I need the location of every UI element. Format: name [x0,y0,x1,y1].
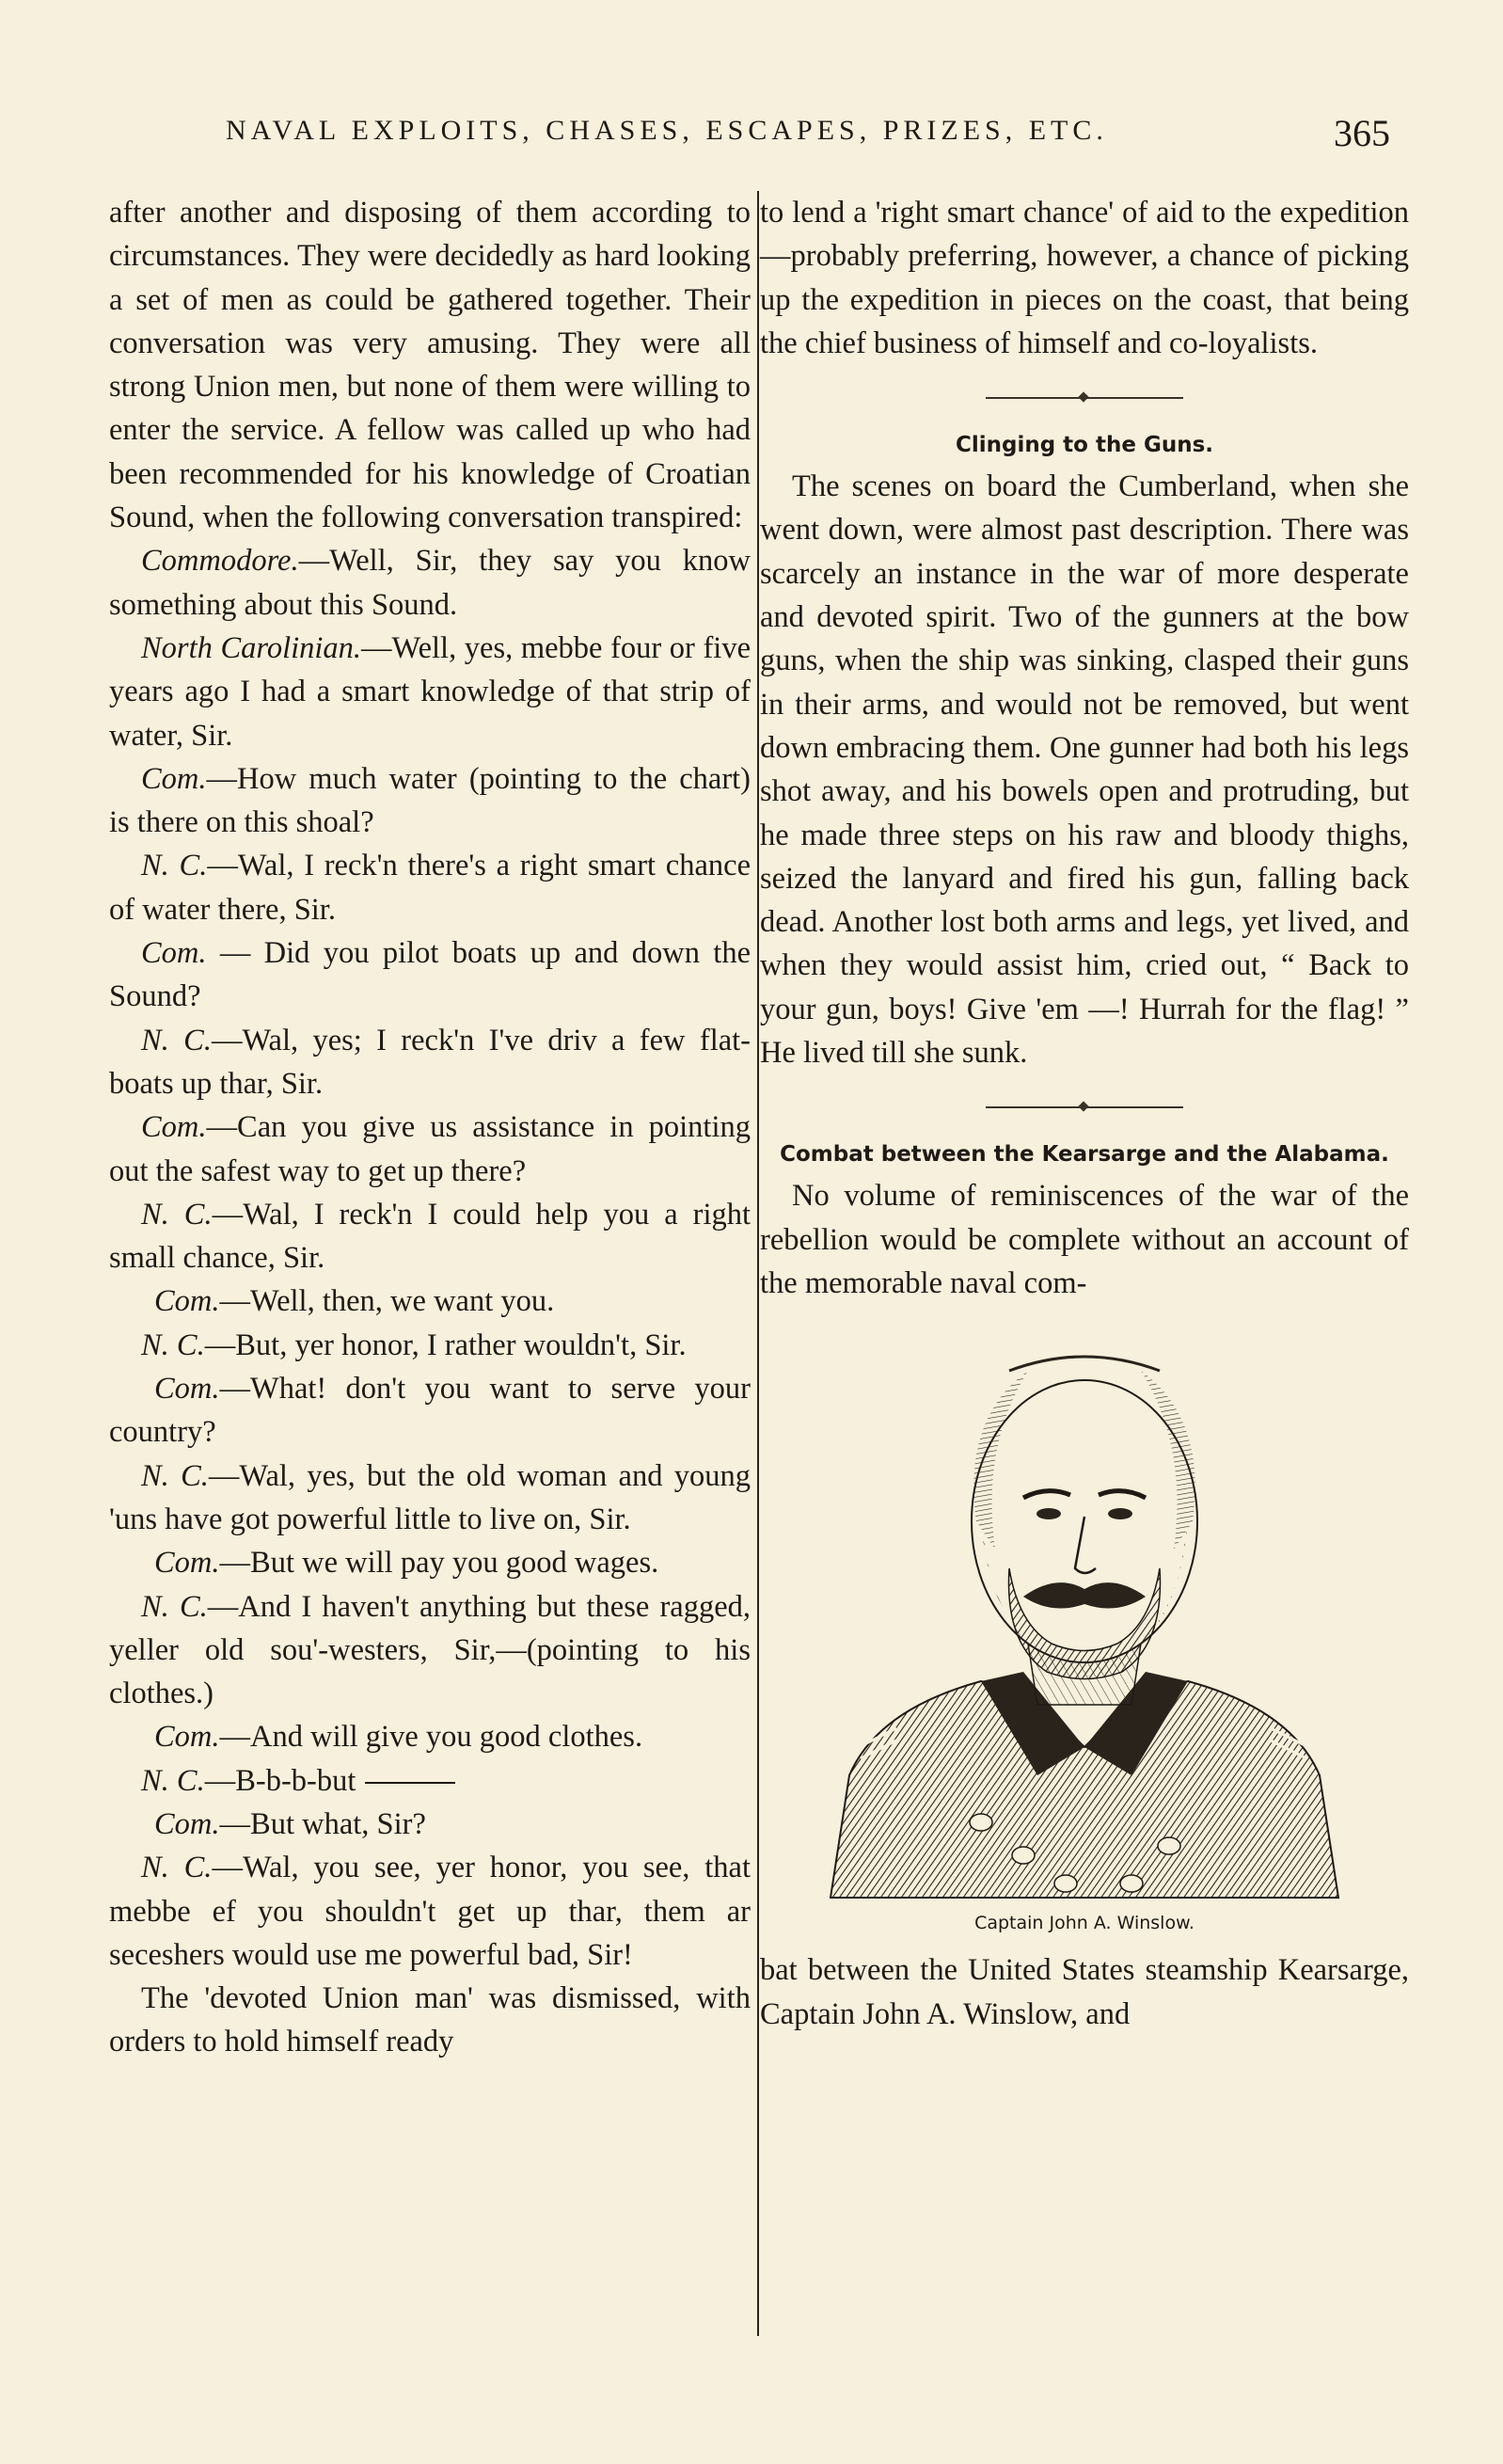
speaker: Com. [141,936,207,971]
dialogue-line [109,1455,751,1542]
dialogue-text: —But, yer honor, I rather wouldn't, Sir. [204,1327,687,1362]
dialogue-line [109,627,751,757]
dialogue-line [109,931,751,1019]
dialogue-text: —But what, Sir? [219,1806,426,1841]
dialogue-line [109,539,751,627]
speaker: Com. [141,1110,207,1145]
dialogue-line [109,1715,751,1758]
speaker: N. C. [141,1851,213,1885]
dialogue-text: —Wal, I reck'n there's a right smart chance of water there, Sir. [109,849,752,927]
speaker: N. C. [141,849,208,883]
column-divider [757,191,759,2336]
dialogue-text: —Well, then, we want you. [219,1284,555,1319]
dialogue-line [109,1585,751,1716]
dialogue-text: —Wal, yes; I reck'n I've driv a few flat-boats up thar, Sir. [109,1023,751,1101]
dialogue-line [109,1367,751,1455]
section-heading: Clinging to the Guns. [955,433,1214,458]
dialogue-line [109,1324,751,1367]
dialogue-line [109,757,751,845]
speaker: N. C. [141,1197,213,1232]
section-separator [986,397,1183,399]
speaker: Com. [154,1806,220,1841]
left-column [109,191,751,2064]
right-column [760,191,1409,2036]
dialogue-text: —And will give you good clothes. [219,1720,643,1755]
dialogue-text: —Wal, yes, but the old woman and young 'uns have got powerful little to live on, Sir. [109,1458,752,1536]
speaker: Commodore. [141,544,299,579]
dialogue-line [109,1280,751,1323]
speaker: N. C. [141,1327,205,1362]
running-header [226,111,1401,158]
speaker: Com. [154,1372,220,1407]
dialogue-line [109,1105,751,1193]
speaker: Com. [141,761,207,796]
dialogue-line [109,1759,751,1803]
dialogue-line [109,1541,751,1584]
paragraph: The scenes on board the Cumberland, when she went down, were almost past description. There was scarcely an instance in the war of more desperate and devoted spirit. Two of the gunners at the bow guns, when the ship was sinking, clasped their guns in their arms, and would not be removed, but went down embracing them. One gunner had both his legs shot away, and his bowels open and protruding, but he made three steps on his raw and bloody thighs, seized the lanyard and fired his gun, falling back dead. Another lost both arms and legs, yet lived, and when they would assist him, cried out, “ Back to your gun, boys! Give 'em —! Hurrah for the flag! ” He lived till she sunk. [760,469,1409,1071]
paragraph: bat between the United States steamship Kearsarge, Captain John A. Winslow, and [760,1953,1409,2031]
dialogue-text: —Well, Sir, they say you know something about this Sound. [109,544,751,622]
paragraph: The 'devoted Union man' was dismissed, with orders to hold himself ready [109,1981,751,2059]
dialogue-text: —And I haven't anything but these ragged, yeller old sou'-westers, Sir,—(pointing to his clothes.) [109,1589,751,1711]
speaker: Com. [154,1546,220,1581]
dialogue-text: —Well, yes, mebbe four or five years ago I had a smart knowledge of that strip of water, Sir. [109,630,751,753]
dialogue-line [109,1846,751,1977]
speaker: N. C. [141,1458,209,1493]
portrait-image [793,1333,1376,1907]
paragraph: to lend a 'right smart chance' of aid to the expedition—probably preferring, however, a chance of picking up the expedition in pieces on the coast, that being the chief business of himself and co-loyalists. [760,196,1409,360]
portrait-engraving [793,1333,1376,1907]
portrait-caption: Captain John A. Winslow. [974,1913,1194,1934]
speaker: N. C. [141,1763,205,1798]
dialogue-line [109,1803,751,1846]
dialogue-text: —But we will pay you good wages. [219,1546,659,1581]
speaker: N. C. [141,1589,208,1624]
dialogue-text: —B-b-b-but [204,1763,356,1798]
speaker: North Carolinian. [141,630,362,665]
running-title: NAVAL EXPLOITS, CHASES, ESCAPES, PRIZES, ETC. [226,115,1108,146]
paragraph: No volume of reminiscences of the war of the rebellion would be complete without an account of the memorable naval com- [760,1179,1409,1300]
paragraph: after another and disposing of them according to circumstances. They were decidedly as hard looking a set of men as could be gathered together. Their conversation was very amusing. They were all strong Union men, but none of them were willing to enter the service. A fellow was called up who had been recommended for his knowledge of Croatian Sound, when the following conversation transpired: [109,196,751,535]
dialogue-line [109,844,751,931]
dialogue-text: —Can you give us assistance in pointing out the safest way to get up there? [109,1110,751,1188]
dialogue-text: —How much water (pointing to the chart) is there on this shoal? [109,761,751,840]
dialogue-line [109,1193,751,1280]
dialogue-line [109,1019,751,1106]
page-number: 365 [1334,112,1390,154]
dialogue-text: —Wal, you see, yer honor, you see, that mebbe ef you shouldn't get up thar, them ar seceshers would use me powerful bad, Sir! [109,1851,751,1972]
section-heading: Combat between the Kearsarge and the Alabama. [780,1142,1389,1168]
dialogue-text: —Wal, I reck'n I could help you a right small chance, Sir. [109,1197,751,1276]
section-separator [986,1106,1183,1108]
dialogue-text: — Did you pilot boats up and down the Sound? [109,936,751,1014]
em-dash-rule [365,1782,455,1784]
speaker: Com. [154,1720,220,1755]
speaker: N. C. [141,1023,212,1057]
speaker: Com. [154,1284,220,1319]
dialogue-text: —What! don't you want to serve your country? [109,1372,751,1450]
